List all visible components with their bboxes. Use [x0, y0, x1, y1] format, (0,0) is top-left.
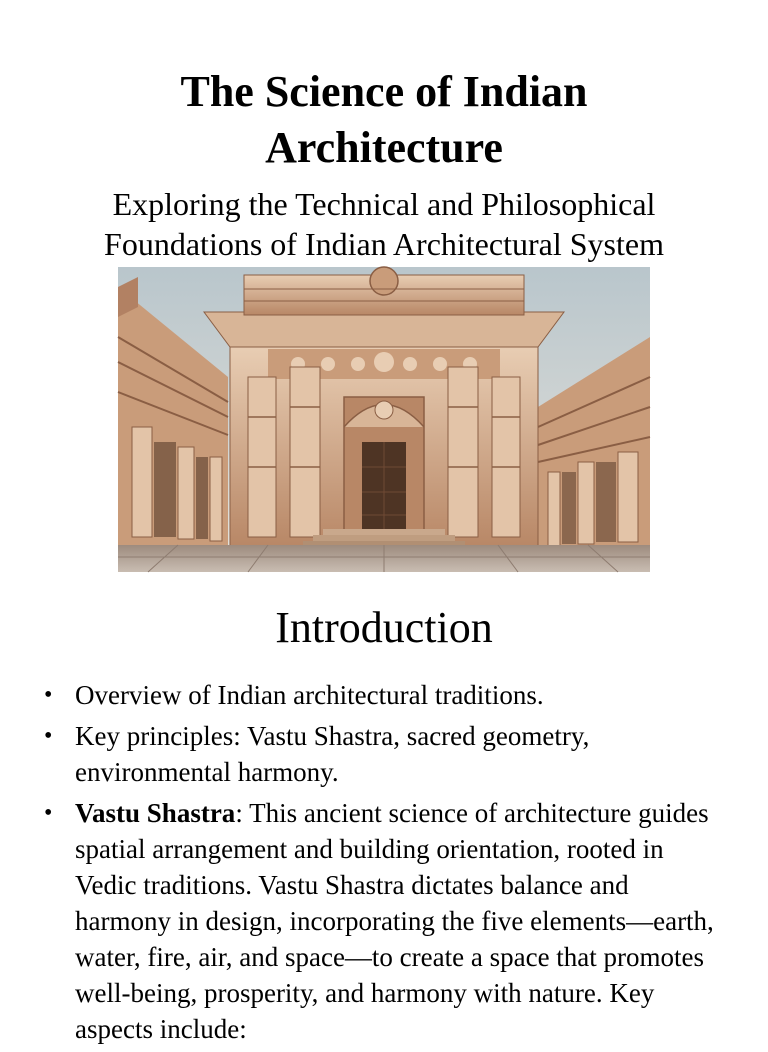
- list-item: [0, 718, 768, 790]
- bullet-bold-term: Vastu Shastra: [75, 798, 236, 828]
- bullet-icon: •: [44, 800, 53, 826]
- bullet-text: Key principles: Vastu Shastra, sacred geometry, environmental harmony.: [75, 721, 590, 787]
- list-item: [0, 795, 768, 1047]
- bullet-icon: •: [44, 723, 53, 749]
- bullet-icon: •: [44, 682, 53, 708]
- section-heading: Introduction: [275, 603, 493, 652]
- bullet-list: [0, 677, 768, 1052]
- list-item: [0, 677, 768, 713]
- temple-illustration-icon: [118, 267, 650, 572]
- slide-subtitle: Exploring the Technical and Philosophical Foundations of Indian Architectural System: [104, 186, 664, 262]
- slide-title: The Science of Indian Architecture: [180, 67, 588, 172]
- bullet-text: Overview of Indian architectural traditions.: [75, 680, 544, 710]
- bullet-text: : This ancient science of architecture guides spatial arrangement and building orientation, rooted in Vedic traditions. Vastu Shastra dictates balance and harmony in design, incorporating the five elements—earth, water, fire, air, and space—to create a space that promotes well-being, prosperity, and harmony with nature. Key aspects include:: [75, 798, 714, 1044]
